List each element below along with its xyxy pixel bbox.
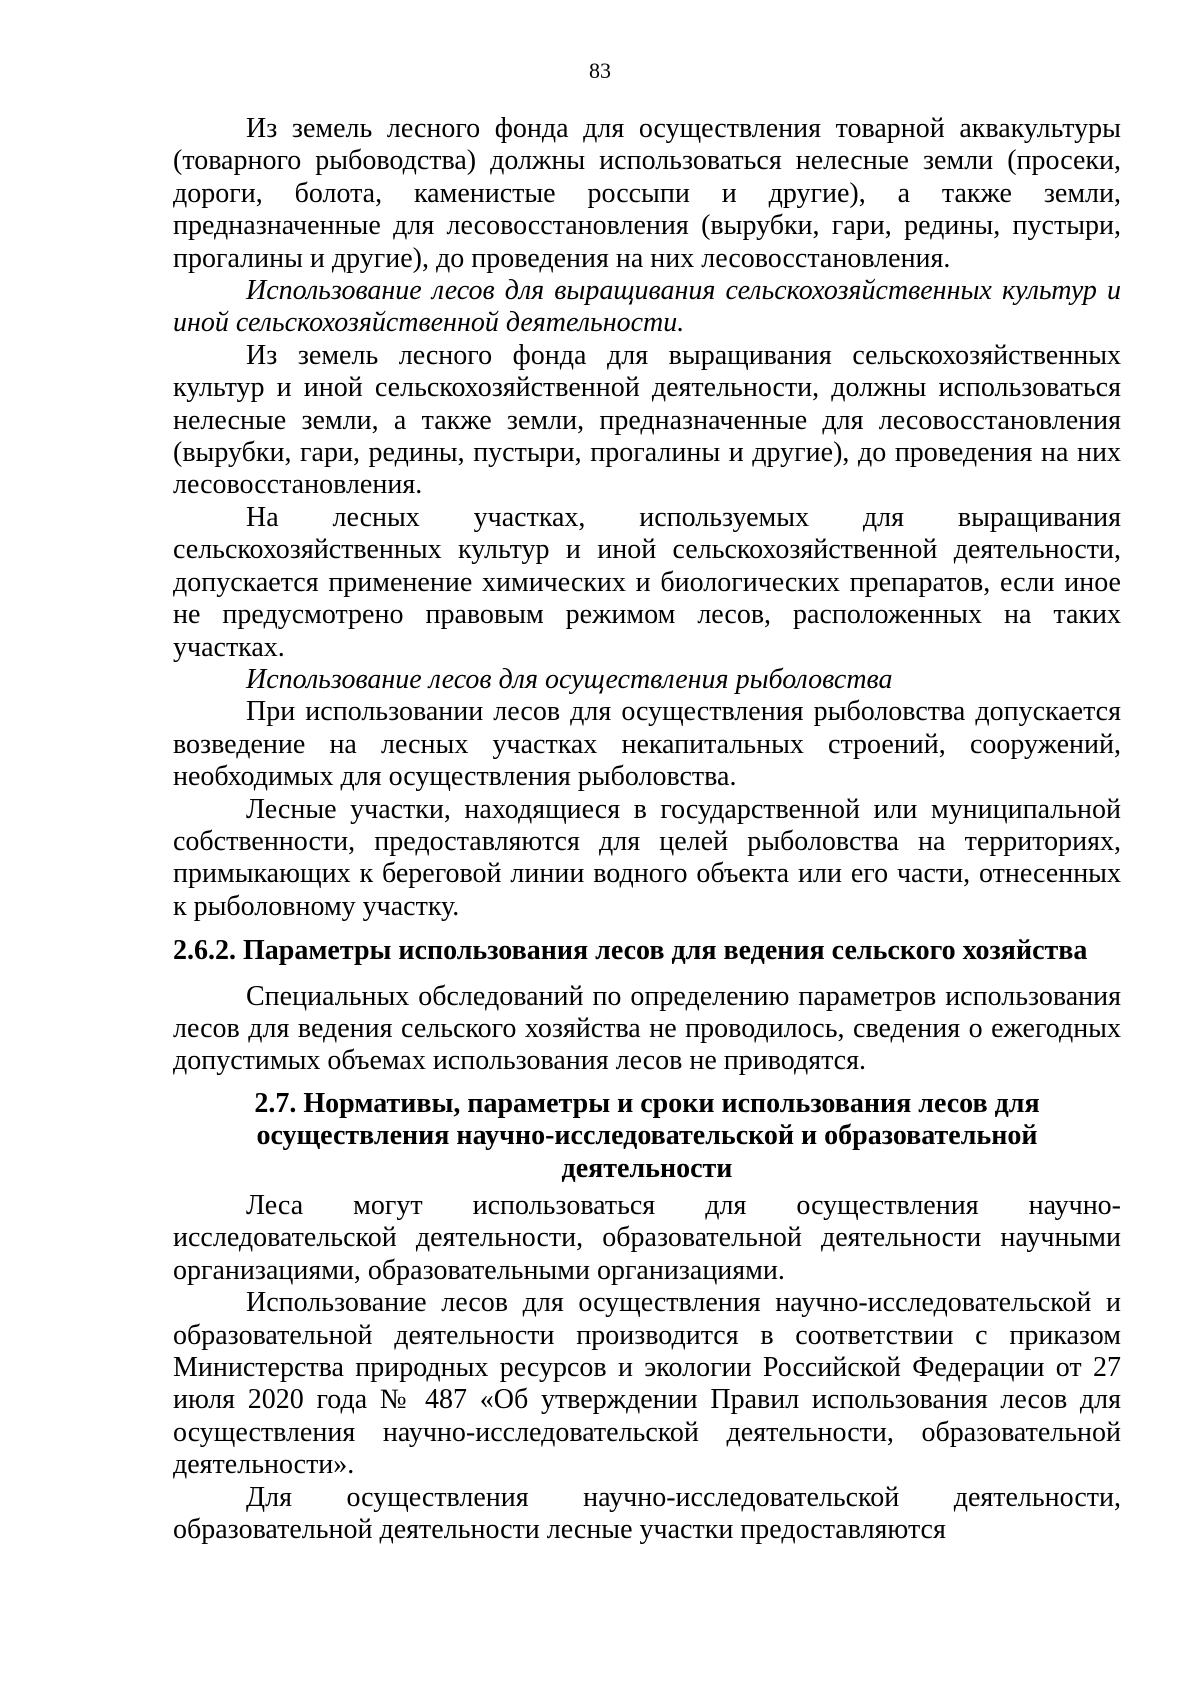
- paragraph: Из земель лесного фонда для осуществления товарной аквакультуры (товарного рыбоводства) должны использоваться нелесные земли (просеки, дороги, болота, каменистые россыпи и другие), а также земли, предназначенные для лесовосстановления (вырубки, гари, редины, пустыри, прогалины и другие), до проведения на них лесовосстановления.: [173, 113, 1121, 274]
- page-number: 83: [589, 58, 611, 83]
- page-content: [173, 113, 1121, 1546]
- paragraph: Использование лесов для осуществления научно-исследовательской и образовательной деятельности производится в соответствии с приказом Министерства природных ресурсов и экологии Российской Федерации от 27 июля 2020 года № 487 «Об утверждении Правил использования лесов для осуществления научно-исследовательской деятельности, образовательной деятельности».: [173, 1287, 1121, 1481]
- section-heading-2-6-2: 2.6.2. Параметры использования лесов для ведения сельского хозяйства: [173, 935, 1088, 967]
- paragraph: При использовании лесов для осуществления рыболовства допускается возведение на лесных участках некапитальных строений, сооружений, необходимых для осуществления рыболовства.: [173, 696, 1121, 793]
- paragraph: Леса могут использоваться для осуществления научно-исследовательской деятельности, образовательной деятельности научными организациями, образовательными организациями.: [173, 1190, 1121, 1286]
- heading-line: осуществления научно-исследовательской и образовательной: [256, 1120, 1038, 1152]
- section-heading-2-7: [173, 1088, 1121, 1185]
- paragraph: Для осуществления научно-исследовательской деятельности, образовательной деятельности лесные участки предоставляются: [173, 1481, 1121, 1546]
- heading-line: 2.7. Нормативы, параметры и сроки использования лесов для: [254, 1087, 1040, 1119]
- italic-subheading: Использование лесов для осуществления рыболовства: [246, 663, 893, 695]
- heading-line: деятельности: [561, 1152, 733, 1184]
- paragraph: Лесные участки, находящиеся в государственной или муниципальной собственности, предоставляются для целей рыболовства на территориях, примыкающих к береговой линии водного объекта или его части, отнесенных к рыболовному участку.: [173, 793, 1121, 922]
- paragraph: На лесных участках, используемых для выращивания сельскохозяйственных культур и иной сельскохозяйственной деятельности, допускается применение химических и биологических препаратов, если иное не предусмотрено правовым режимом лесов, расположенных на таких участках.: [173, 501, 1121, 663]
- paragraph: Из земель лесного фонда для выращивания сельскохозяйственных культур и иной сельскохозяйственной деятельности, должны использоваться нелесные земли, а также земли, предназначенные для лесовосстановления (вырубки, гари, редины, пустыри, прогалины и другие), до проведения на них лесовосстановления.: [173, 339, 1121, 501]
- paragraph: Специальных обследований по определению параметров использования лесов для ведения сельского хозяйства не проводилось, сведения о ежегодных допустимых объемах использования лесов не приводятся.: [173, 980, 1121, 1077]
- italic-subheading: Использование лесов для выращивания сельскохозяйственных культур и иной сельскохозяйственной деятельности.: [173, 275, 1121, 339]
